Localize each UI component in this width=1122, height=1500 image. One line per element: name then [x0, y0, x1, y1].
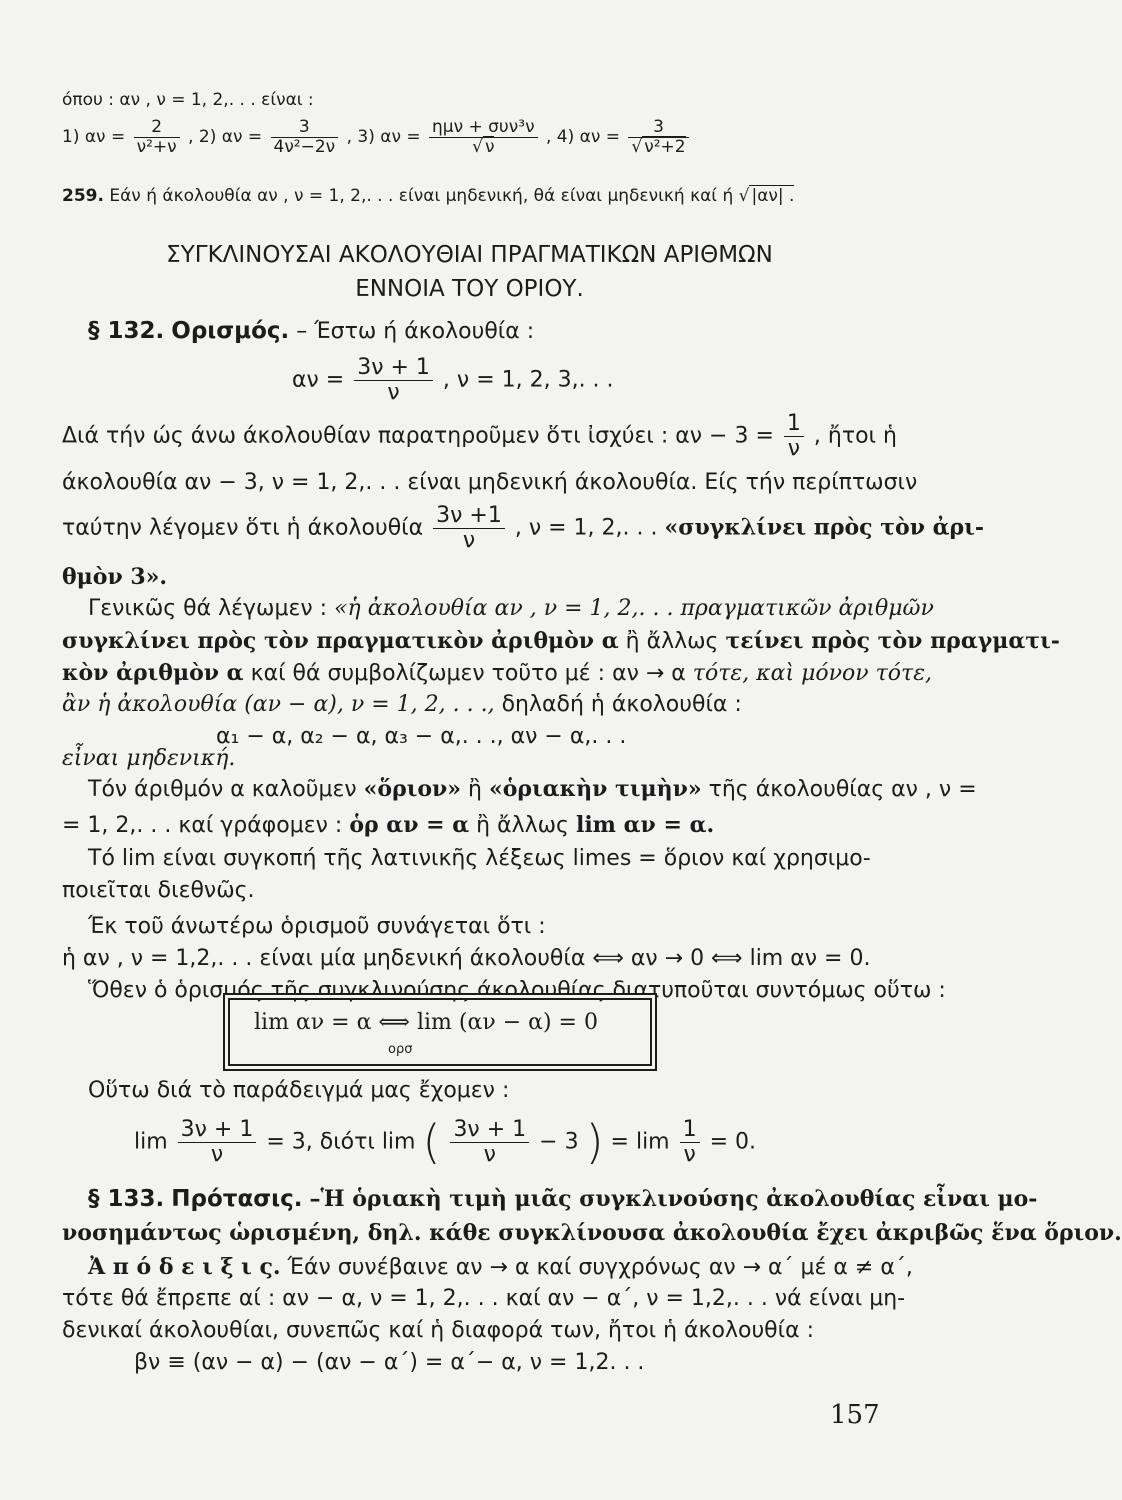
- definition-box: [228, 998, 652, 1066]
- proof-equation: βν ≡ (αν − α) − (αν − α΄) = α΄− α, ν = 1,2. . .: [134, 1350, 645, 1375]
- text-line-outo: Οὕτω διά τὸ παράδειγμά μας ἔχομεν :: [88, 1078, 510, 1103]
- text-line-monos: νοσημάντως ὡρισμένη, δηλ. κάθε συγκλίνουσα ἀκολουθία ἔχει ἀκριβῶς ἕνα ὅριον.: [62, 1220, 1122, 1246]
- text-line-limit-name: Τόν άριθμόν α καλοῦμεν «ὅριον» ἢ «ὁριακὴν τιμὴν» τῆς άκολουθίας αν , ν =: [88, 776, 977, 802]
- text-line-lim-2: ποιεῖται διεθνῶς.: [62, 878, 255, 903]
- text-line-an: ἂν ἡ ἀκολουθία (αν − α), ν = 1, 2, . . ., δηλαδή ἡ άκολουθία :: [62, 692, 742, 717]
- definition-formula: lim αν = α ⟺ lim (αν − α) = 0: [254, 1010, 598, 1035]
- text-line-thmon: θμὸν 3».: [62, 564, 168, 590]
- chapter-heading: ΣΥΓΚΛΙΝΟΥΣΑΙ ΑΚΟΛΟΥΘΙΑΙ ΠΡΑΓΜΑΤΙΚΩΝ ΑΡΙΘΜΩΝ: [166, 242, 773, 268]
- text-line-ek: Έκ τοῦ άνωτέρω ὁρισμοῦ συνάγεται ὅτι :: [88, 914, 546, 939]
- text-line-akolouthia: άκολουθία αν − 3, ν = 1, 2,. . . είναι μηδενική άκολουθία. Είς τήν περίπτωσιν: [62, 470, 918, 495]
- fraction-4: $\frac{3}{\text{√ ν²+2}}$: [628, 118, 688, 156]
- section-132-heading: § 132. Ορισμός. – Έστω ή άκολουθία :: [88, 318, 535, 344]
- equation-sequence: αν = $\frac{3\nu + 1}{\nu}$ , ν = 1, 2, 3,. . .: [292, 355, 614, 406]
- text-line-sygklinei: συγκλίνει πρὸς τὸν πραγματικὸν ἀριθμὸν α ἢ ἄλλως τείνει πρὸς τὸν πραγματι-: [62, 628, 1060, 654]
- fraction-2: $\frac{3}{\text{4ν²−2ν}}$: [271, 118, 339, 156]
- text-line-genikos: Γενικῶς θά λέγωμεν : «ἡ ἀκολουθία αν , ν = 1, 2,. . . πραγματικῶν ἀριθμῶν: [88, 596, 934, 621]
- text-line-dia: Διά τήν ώς άνω άκολουθίαν παρατηροῦμεν ὅτι ἰσχύει : αν − 3 = $\frac{1}{\nu}$ , ἤτοι ἡ: [62, 411, 897, 462]
- text-line-einai: εἶναι μηδενική.: [62, 746, 236, 771]
- example-limit-equation: lim $\frac{3\nu + 1}{\nu}$ = 3, διότι lim ( $\frac{3\nu + 1}{\nu}$ − 3 ) = lim $\frac{1}{\nu}$ = 0.: [134, 1114, 757, 1169]
- section-133-heading: § 133. Πρότασις. –Ἡ ὁριακὴ τιμὴ μιᾶς συγκλινούσης ἀκολουθίας εἶναι μο-: [88, 1186, 1038, 1212]
- exercise-equations: 1) αν = $\frac{2}{\text{ν²+ν}}$ , 2) αν = $\frac{3}{\text{4ν²−2ν}}$ , 3) αν = $\frac{\text{ημν + συν³ν}}{√ \nu}$ , 4) αν = $\frac{3}{\text{√ ν²+2}}$: [62, 118, 692, 156]
- intro-line: όπου : αν , ν = 1, 2,. . . είναι :: [62, 90, 314, 110]
- text-line-lim-1: Τό lim είναι συγκοπή τῆς λατινικῆς λέξεως limes = ὅριον καί χρησιμο-: [88, 846, 871, 871]
- chapter-subheading: ΕΝΝΟΙΑ ΤΟΥ ΟΡΙΟΥ.: [355, 276, 584, 302]
- fraction-1: $\frac{2}{\text{ν²+ν}}$: [134, 118, 180, 156]
- fraction-3: $\frac{\text{ημν + συν³ν}}{√ \nu}$: [429, 118, 538, 156]
- difference-sequence: α₁ − α, α₂ − α, α₃ − α,. . ., αν − α,. . .: [216, 724, 627, 749]
- text-line-kon: κὸν ἀριθμὸν α καί θά συμβολίζωμεν τοῦτο μέ : αν → α τότε, καὶ μόνον τότε,: [62, 660, 932, 686]
- proof-line-3: δενικαί άκολουθίαι, συνεπῶς καί ἡ διαφορά των, ἤτοι ἡ άκολουθία :: [62, 1318, 814, 1343]
- definition-subscript: ορσ: [388, 1042, 413, 1057]
- proof-line-1: Ἀ π ό δ ε ι ξ ι ς. Έάν συνέβαινε αν → α καί συγχρόνως αν → α΄ μέ α ≠ α΄,: [88, 1254, 913, 1280]
- text-line-tauten: ταύτην λέγομεν ὅτι ἡ άκολουθία $\frac{3\nu +1}{\nu}$ , ν = 1, 2,. . . «συγκλίνει πρὸς τὸν ἀρι-: [62, 503, 984, 554]
- proof-line-2: τότε θά ἔπρεπε αί : αν − α, ν = 1, 2,. . . καί αν − α΄, ν = 1,2,. . . νά είναι μη-: [62, 1286, 906, 1311]
- text-line-othen: Ὅθεν ὁ ὁρισμός τῆς συγκλινούσης άκολουθίας διατυποῦται συντόμως οὕτω :: [88, 978, 946, 1003]
- text-line-zero-equivalence: ἡ αν , ν = 1,2,. . . είναι μία μηδενική άκολουθία ⟺ αν → 0 ⟺ lim αν = 0.: [62, 946, 871, 971]
- text-line-notation: = 1, 2,. . . καί γράφομεν : ὁρ αν = α ἢ ἄλλως lim αν = α.: [62, 812, 715, 838]
- page-number: 157: [830, 1400, 880, 1430]
- exercise-259: 259. Εάν ή άκολουθία αν , ν = 1, 2,. . . είναι μηδενική, θά είναι μηδενική καί ή √ |αν| .: [62, 186, 795, 206]
